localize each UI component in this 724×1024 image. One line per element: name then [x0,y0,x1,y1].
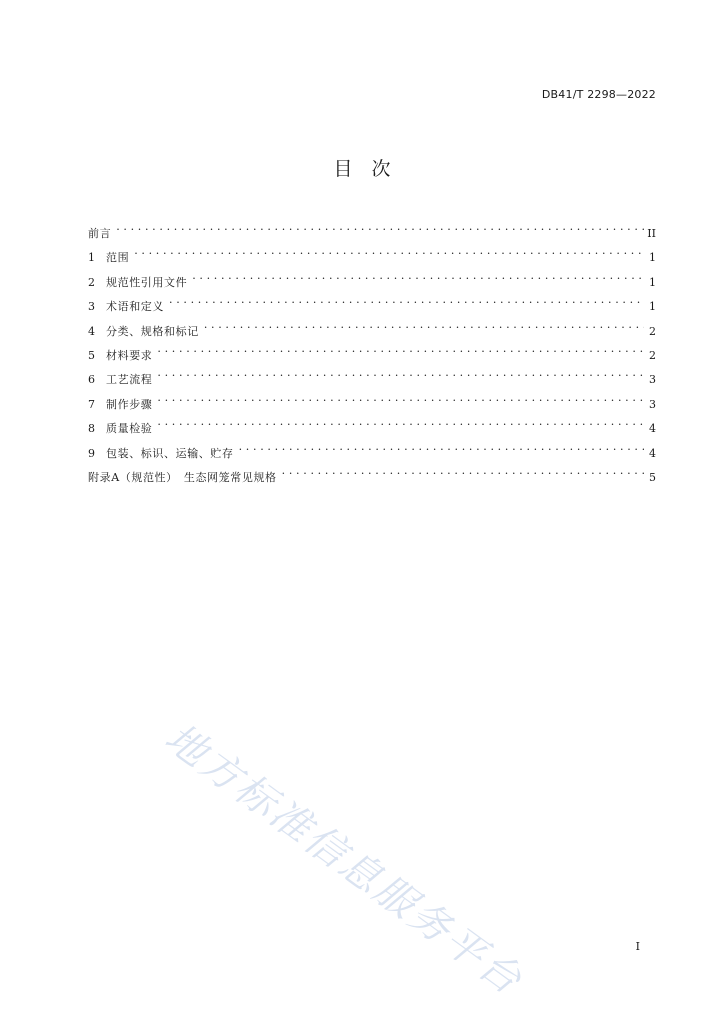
toc-entry[interactable] [88,437,656,461]
toc-entry-label: 制作步骤 [106,397,153,411]
table-of-contents [88,217,656,485]
toc-entry-label: 附录A（规范性） 生态网笼常见规格 [88,470,277,484]
toc-entry-label: 规范性引用文件 [106,275,188,289]
toc-entry-page: 4 [649,422,656,436]
toc-entry-page: 2 [649,324,656,338]
toc-entry-label: 范围 [106,251,130,265]
toc-entry[interactable] [88,290,656,314]
page-number: I [635,940,640,953]
toc-entry-page: 5 [649,470,656,484]
watermark: 地方标准信息服务平台 [156,714,532,1005]
toc-entry[interactable] [88,339,656,363]
toc-leader-dots [204,315,644,335]
toc-entry-number: 3 [88,300,95,314]
toc-leader-dots [192,266,644,286]
toc-entry[interactable] [88,266,656,290]
toc-title: 目 次 [333,158,391,180]
toc-entry-page: 1 [649,275,656,289]
toc-leader-dots [282,461,644,481]
toc-entry-label: 前言 [88,227,112,240]
toc-entry-page: 2 [649,348,656,362]
toc-leader-dots [116,217,644,237]
toc-leader-dots [157,363,644,383]
toc-entry-page: 1 [649,300,656,314]
toc-entry-number: 7 [88,397,95,411]
toc-leader-dots [157,412,644,432]
toc-entry-number: 9 [88,446,95,460]
toc-entry[interactable] [88,217,656,241]
toc-entry-page: 3 [649,373,656,387]
toc-entry-page: 4 [649,446,656,460]
toc-leader-dots [157,339,644,359]
toc-leader-dots [134,241,644,261]
toc-entry[interactable] [88,315,656,339]
toc-entry[interactable] [88,412,656,436]
toc-entry-page: II [647,227,656,240]
toc-entry-number: 6 [88,373,95,387]
toc-entry[interactable] [88,461,656,485]
toc-entry-label: 工艺流程 [106,373,153,387]
toc-entry-label: 包装、标识、运输、贮存 [106,446,234,460]
toc-entry[interactable] [88,388,656,412]
toc-entry-number: 1 [88,251,95,265]
toc-entry-number: 8 [88,422,95,436]
toc-entry-number: 4 [88,324,95,338]
standard-code: DB41/T 2298—2022 [541,88,656,101]
toc-entry-number: 2 [88,275,95,289]
toc-entry-label: 术语和定义 [106,300,164,314]
toc-entry-label: 分类、规格和标记 [106,324,199,338]
toc-entry-page: 3 [649,397,656,411]
toc-entry-page: 1 [649,251,656,265]
toc-entry-number: 5 [88,348,95,362]
toc-leader-dots [239,437,644,457]
toc-entry-label: 质量检验 [106,422,153,436]
toc-leader-dots [157,388,644,408]
toc-entry-label: 材料要求 [106,348,153,362]
toc-leader-dots [169,290,644,310]
toc-entry[interactable] [88,363,656,387]
toc-entry[interactable] [88,241,656,265]
